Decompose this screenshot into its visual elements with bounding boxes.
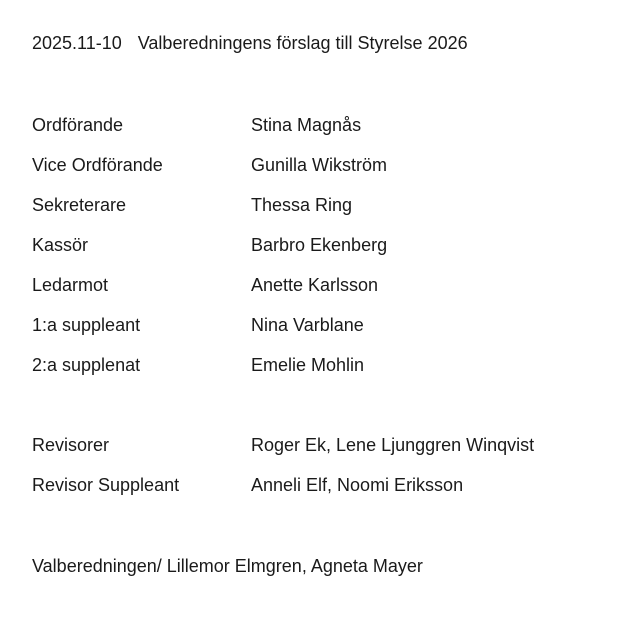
member-name: Barbro Ekenberg (251, 235, 388, 255)
role-label: Revisorer (32, 435, 110, 455)
role-label: 2:a supplenat (32, 355, 141, 375)
member-name: Roger Ek, Lene Ljunggren Winqvist (251, 435, 535, 455)
member-name: Anneli Elf, Noomi Eriksson (251, 475, 464, 495)
role-label: Revisor Suppleant (32, 475, 180, 495)
role-label: Sekreterare (32, 195, 127, 215)
role-label: Vice Ordförande (32, 155, 163, 175)
role-label: Kassör (32, 235, 89, 255)
role-label: Ledarmot (32, 275, 109, 295)
member-name: Nina Varblane (251, 315, 364, 335)
document-heading (32, 33, 468, 54)
member-name: Stina Magnås (251, 115, 362, 135)
document-date: 2025.11-10 (32, 33, 122, 53)
role-label: 1:a suppleant (32, 315, 141, 335)
member-name: Thessa Ring (251, 195, 353, 215)
role-label: Ordförande (32, 115, 124, 135)
member-name: Anette Karlsson (251, 275, 379, 295)
member-name: Emelie Mohlin (251, 355, 365, 375)
member-name: Gunilla Wikström (251, 155, 388, 175)
committee-signature: Valberedningen/ Lillemor Elmgren, Agneta Mayer (32, 556, 423, 576)
document-title: Valberedningens förslag till Styrelse 2026 (137, 33, 468, 53)
